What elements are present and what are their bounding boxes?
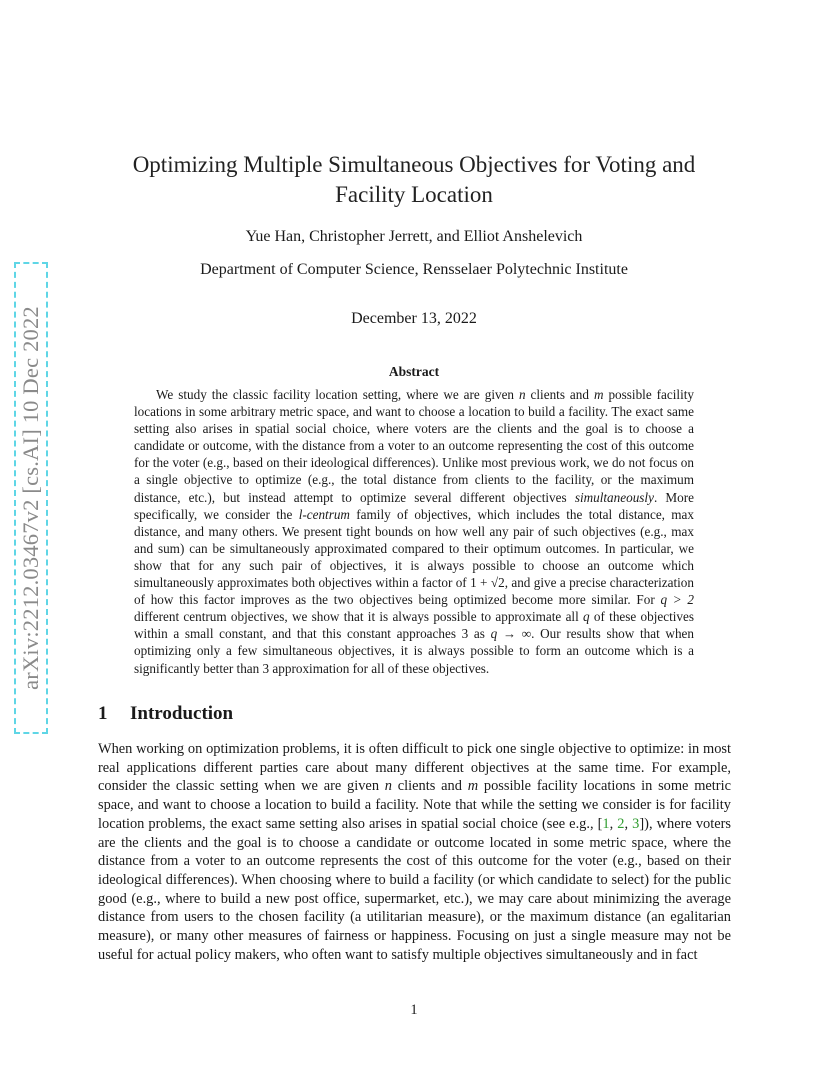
section-number: 1 (98, 703, 108, 724)
paper-title: Optimizing Multiple Simultaneous Objectives for Voting and Facility Location (132, 152, 696, 207)
arxiv-stamp (14, 262, 48, 734)
citation-link[interactable]: 1 (602, 815, 610, 832)
approx-formula: 1 + √2 (470, 575, 505, 591)
intro-paragraph: When working on optimization problems, it is often difficult to pick one single objective to optimize: in most real applications different parties care about many different objectives at the same time. For example, consider the classic setting when we are given n clients and m possible facility locations in some metric space, and want to choose a location to build a facility. Note that while the setting we consider is for facility location problems, the exact same setting also arises in spatial social choice (see e.g., [1, 2, 3]), where voters are the clients and the goal is to choose a candidate or outcome located in some metric space, where the distance from a voter to an outcome represents the cost of this outcome for the voter (e.g., based on their ideological differences). When choosing where to build a facility (or which candidate to select) for the public good (e.g., where to build a new post office, supermarket, etc.), we may care about minimizing the average distance from users to the chosen facility (a utilitarian measure), or the maximum distance (an egalitarian measure), or many other measures of fairness or happiness. Focusing on just a single measure may not be useful for actual policy makers, who often want to satisfy multiple objectives simultaneously and in fact (98, 741, 732, 963)
date: December 13, 2022 (351, 310, 477, 327)
affiliation: Department of Computer Science, Rensselaer Polytechnic Institute (200, 261, 628, 278)
page-number: 1 (410, 1002, 418, 1018)
abstract-body: We study the classic facility location setting, where we are given n clients and m possible facility locations in some arbitrary metric space, and want to choose a location to build a facility. The exact same setting also arises in spatial social choice, where voters are the clients and the goal is to choose a candidate or outcome, with the distance from a voter to an outcome representing the cost of this outcome for the voter (e.g., based on their ideological differences). Unlike most previous work, we do not focus on a single objective to optimize (e.g., the total distance from clients to the facility, or the maximum distance, etc.), but instead attempt to optimize several different objectives simultaneously. More specifically, we consider the l-centrum family of objectives, which includes the total distance, max distance, and many others. We present tight bounds on how well any pair of such objectives (e.g., max and sum) can be simultaneously approximated compared to their optimum outcomes. In particular, we show that for any such pair of objectives, it is always possible to choose an outcome which simultaneously approximates both objectives within a factor of 1 + √2, and give a precise characterization of how this factor improves as the two objectives being optimized become more similar. For q > 2 different centrum objectives, we show that it is always possible to approximate all q of these objectives within a small constant, and that this constant approaches 3 as q → ∞. Our results show that when optimizing only a few simultaneous objectives, it is always possible to form an outcome which is a significantly better than 3 approximation for all of these objectives. (134, 387, 694, 676)
section-heading (98, 703, 233, 725)
abstract-heading: Abstract (388, 364, 440, 379)
citation-link[interactable]: 3 (632, 815, 640, 832)
section-title: Introduction (130, 703, 234, 724)
citation-link[interactable]: 2 (617, 815, 625, 832)
arxiv-stamp-text: arXiv:2212.03467v2 [cs.AI] 10 Dec 2022 (18, 306, 43, 690)
authors: Yue Han, Christopher Jerrett, and Elliot Anshelevich (245, 228, 583, 245)
